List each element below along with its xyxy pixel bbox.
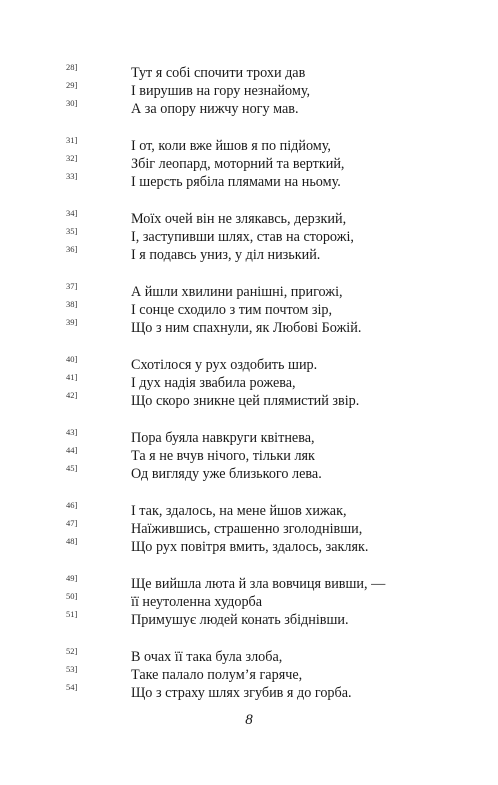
verse-text: Ще вийшла люта й зла вовчиця вивши, — [131, 576, 386, 592]
verse-text: Та я не вчув нічого, тільки ляк [131, 448, 315, 464]
line-number: 28] [66, 62, 78, 72]
stanza [0, 502, 498, 556]
verse-text: І так, здалось, на мене йшов хижак, [131, 503, 347, 519]
verse-text: І, заступивши шлях, став на сторожі, [131, 229, 354, 245]
verse-text: Схотілося у рух оздобить шир. [131, 357, 318, 373]
verse-text: Тут я собі спочити трохи дав [131, 65, 306, 81]
verse-text: Що з страху шлях згубив я до горба. [131, 685, 352, 701]
stanza [0, 210, 498, 264]
page-number: 8 [245, 712, 253, 728]
line-number: 42] [66, 390, 78, 400]
verse-text: І дух надія звабила рожева, [131, 375, 296, 391]
verse-text: І я подавсь униз, у діл низький. [131, 247, 321, 263]
line-number: 38] [66, 299, 78, 309]
verse-text: Наїжившись, страшенно зголоднівши, [131, 521, 363, 537]
verse-text: Що рух повітря вмить, здалось, закляк. [131, 539, 369, 555]
line-number: 48] [66, 536, 78, 546]
line-number: 43] [66, 427, 78, 437]
line-number: 33] [66, 171, 78, 181]
line-number: 39] [66, 317, 78, 327]
verse-text: І шерсть рябіла плямами на ньому. [131, 174, 341, 190]
verse-text: її неутоленна худорба [131, 594, 263, 610]
verse-text: Таке палало полум’я гаряче, [131, 667, 303, 683]
stanza [0, 64, 498, 118]
line-number: 37] [66, 281, 78, 291]
verse-text: І сонце сходило з тим почтом зір, [131, 302, 333, 318]
stanza [0, 283, 498, 337]
verse-line [0, 392, 498, 410]
line-number: 29] [66, 80, 78, 90]
stanza [0, 648, 498, 702]
line-number: 53] [66, 664, 78, 674]
line-number: 50] [66, 591, 78, 601]
line-number: 35] [66, 226, 78, 236]
line-number: 52] [66, 646, 78, 656]
verse-line [0, 173, 498, 191]
verse-line [0, 538, 498, 556]
verse-text: Моїх очей він не злякавсь, дерзкий, [131, 211, 347, 227]
verse-text: Що скоро зникне цей плямистий звір. [131, 393, 360, 409]
verse-text: В очах її така була злоба, [131, 649, 283, 665]
verse-line [0, 319, 498, 337]
verse-text: Пора буяла навкруги квітнева, [131, 430, 315, 446]
verse-line [0, 684, 498, 702]
line-number: 44] [66, 445, 78, 455]
line-number: 49] [66, 573, 78, 583]
verse-text: І от, коли вже йшов я по підйому, [131, 138, 331, 154]
verse-line [0, 246, 498, 264]
line-number: 45] [66, 463, 78, 473]
stanza [0, 137, 498, 191]
stanza [0, 356, 498, 410]
stanza [0, 575, 498, 629]
line-number: 40] [66, 354, 78, 364]
line-number: 41] [66, 372, 78, 382]
line-number: 36] [66, 244, 78, 254]
verse-text: Що з ним спахнули, як Любові Божій. [131, 320, 362, 336]
verse-line [0, 100, 498, 118]
line-number: 34] [66, 208, 78, 218]
verse-text: Од вигляду уже близького лева. [131, 466, 322, 482]
verse-text: Збіг леопард, моторний та верткий, [131, 156, 345, 172]
verse-line [0, 465, 498, 483]
line-number: 30] [66, 98, 78, 108]
verse-text: І вирушив на гору незнайому, [131, 83, 311, 99]
poem-body [0, 64, 498, 721]
stanza [0, 429, 498, 483]
verse-text: Примушує людей конать збіднівши. [131, 612, 349, 628]
verse-line [0, 611, 498, 629]
verse-text: А за опору нижчу ногу мав. [131, 101, 299, 117]
line-number: 51] [66, 609, 78, 619]
line-number: 54] [66, 682, 78, 692]
verse-text: А йшли хвилини ранішні, пригожі, [131, 284, 343, 300]
line-number: 47] [66, 518, 78, 528]
line-number: 31] [66, 135, 78, 145]
line-number: 32] [66, 153, 78, 163]
line-number: 46] [66, 500, 78, 510]
